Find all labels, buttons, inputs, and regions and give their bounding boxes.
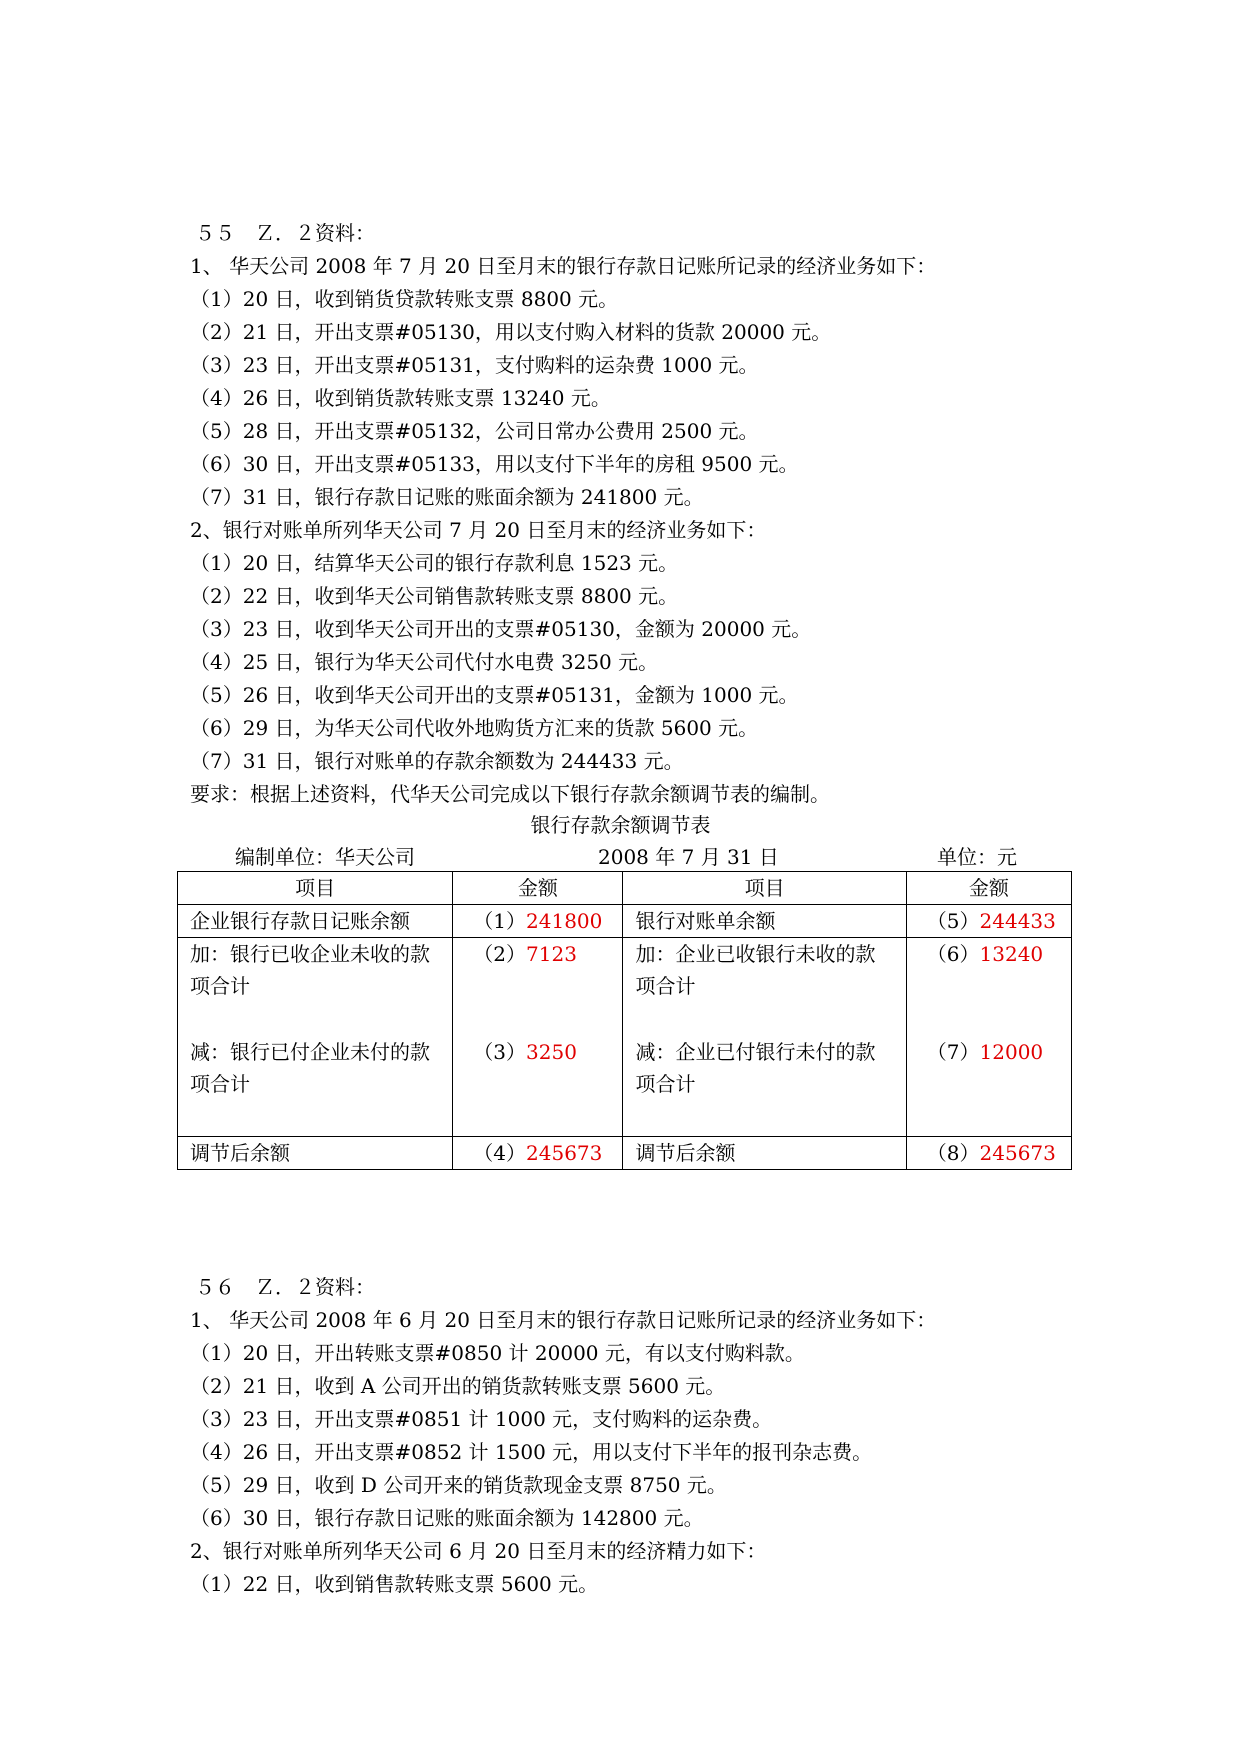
row-amount	[453, 1036, 623, 1137]
header-item-left: 项目	[178, 872, 453, 905]
list-item: （3）23 日，开出支票#05131，支付购料的运杂费 1000 元。	[190, 353, 759, 377]
amount-value: 245673	[526, 1141, 603, 1165]
list-item: （7）31 日，银行对账单的存款余额数为 244433 元。	[190, 749, 684, 773]
row-item: 减：银行已付企业未付的款项合计	[178, 1036, 453, 1137]
list-item: （2）21 日，开出支票#05130，用以支付购入材料的货款 20000 元。	[190, 320, 832, 344]
list-item: （1）20 日，收到销货贷款转账支票 8800 元。	[190, 287, 619, 311]
amount-value: 13240	[979, 942, 1044, 966]
amount-value: 244433	[979, 909, 1056, 933]
amount-index: （3）	[473, 1040, 527, 1064]
table-title: 银行存款余额调节表	[530, 813, 711, 837]
row-amount	[453, 938, 623, 1037]
requirement-text: 要求：根据上述资料，代华天公司完成以下银行存款余额调节表的编制。	[190, 782, 830, 806]
list-item: （1）22 日，收到销售款转账支票 5600 元。	[190, 1572, 599, 1596]
row-amount	[906, 1137, 1071, 1170]
header-amount-left: 金额	[453, 872, 623, 905]
section-55-heading: ５５ Ｚ．２资料：	[195, 221, 375, 245]
amount-value: 241800	[526, 909, 603, 933]
list-item: （7）31 日，银行存款日记账的账面余额为 241800 元。	[190, 485, 704, 509]
amount-value: 12000	[979, 1040, 1044, 1064]
row-item: 企业银行存款日记账余额	[178, 905, 453, 938]
list-item: （3）23 日，收到华天公司开出的支票#05130，金额为 20000 元。	[190, 617, 812, 641]
list-item: （5）29 日，收到 D 公司开来的销货款现金支票 8750 元。	[190, 1473, 727, 1497]
row-item: 减：企业已付银行未付的款项合计	[623, 1036, 906, 1137]
row-item: 调节后余额	[178, 1137, 453, 1170]
row-item: 加：企业已收银行未收的款项合计	[623, 938, 906, 1037]
table-header-row	[178, 872, 1072, 905]
header-item-right: 项目	[623, 872, 906, 905]
list-item: （1）20 日，结算华天公司的银行存款利息 1523 元。	[190, 551, 679, 575]
row-item: 银行对账单余额	[623, 905, 906, 938]
table-row	[178, 1036, 1072, 1137]
list-item: （4）26 日，收到销货款转账支票 13240 元。	[190, 386, 611, 410]
amount-value: 245673	[979, 1141, 1056, 1165]
list-item: （2）22 日，收到华天公司销售款转账支票 8800 元。	[190, 584, 679, 608]
section-56-heading: ５６ Ｚ．２资料：	[195, 1275, 375, 1299]
row-amount	[906, 1036, 1071, 1137]
table-unit-label: 编制单位：华天公司	[235, 845, 415, 869]
list-item: （5）26 日，收到华天公司开出的支票#05131，金额为 1000 元。	[190, 683, 799, 707]
section-56-part1-title: 1、 华天公司 2008 年 6 月 20 日至月末的银行存款日记账所记录的经济业务如下：	[190, 1308, 937, 1332]
amount-index: （5）	[926, 909, 980, 933]
row-amount	[453, 905, 623, 938]
amount-index: （1）	[473, 909, 527, 933]
reconciliation-table	[177, 871, 1072, 1170]
table-row	[178, 938, 1072, 1037]
row-amount	[453, 1137, 623, 1170]
list-item: （1）20 日，开出转账支票#0850 计 20000 元，有以支付购料款。	[190, 1341, 805, 1365]
list-item: （4）25 日，银行为华天公司代付水电费 3250 元。	[190, 650, 659, 674]
list-item: （2）21 日，收到 A 公司开出的销货款转账支票 5600 元。	[190, 1374, 726, 1398]
header-amount-right: 金额	[906, 872, 1071, 905]
list-item: （6）30 日，开出支票#05133，用以支付下半年的房租 9500 元。	[190, 452, 799, 476]
row-amount	[906, 938, 1071, 1037]
table-row	[178, 1137, 1072, 1170]
amount-value: 7123	[526, 942, 577, 966]
amount-index: （7）	[926, 1040, 980, 1064]
section-56-part2-title: 2、银行对账单所列华天公司 6 月 20 日至月末的经济精力如下：	[190, 1539, 767, 1563]
list-item: （5）28 日，开出支票#05132，公司日常办公费用 2500 元。	[190, 419, 759, 443]
table-date: 2008 年 7 月 31 日	[598, 845, 779, 869]
section-55-part1-title: 1、 华天公司 2008 年 7 月 20 日至月末的银行存款日记账所记录的经济业务如下：	[190, 254, 937, 278]
list-item: （6）29 日，为华天公司代收外地购货方汇来的货款 5600 元。	[190, 716, 759, 740]
row-amount	[906, 905, 1071, 938]
table-currency: 单位：元	[937, 845, 1017, 869]
amount-index: （4）	[473, 1141, 527, 1165]
list-item: （3）23 日，开出支票#0851 计 1000 元，支付购料的运杂费。	[190, 1407, 773, 1431]
section-55-part2-title: 2、银行对账单所列华天公司 7 月 20 日至月末的经济业务如下：	[190, 518, 767, 542]
table-row	[178, 905, 1072, 938]
amount-index: （8）	[926, 1141, 980, 1165]
list-item: （6）30 日，银行存款日记账的账面余额为 142800 元。	[190, 1506, 704, 1530]
amount-index: （6）	[926, 942, 980, 966]
row-item: 加：银行已收企业未收的款项合计	[178, 938, 453, 1037]
row-item: 调节后余额	[623, 1137, 906, 1170]
list-item: （4）26 日，开出支票#0852 计 1500 元，用以支付下半年的报刊杂志费。	[190, 1440, 873, 1464]
amount-index: （2）	[473, 942, 527, 966]
amount-value: 3250	[526, 1040, 577, 1064]
